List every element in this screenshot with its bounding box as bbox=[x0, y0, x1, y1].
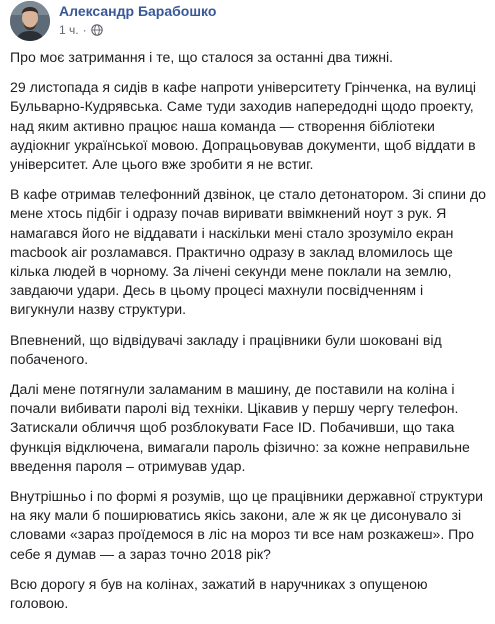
post-paragraph: В кафе отримав телефонний дзвінок, це стало детонатором. Зі спини до мене хтось підбіг і одразу почав виривати ввімкнений ноут з рук. Я намагався його не віддавати і наскільки мені стало зрозуміло екран macbook air розламався. Практично одразу в заклад вломилось ще кілька людей в чорному. За лічені секунди мене поклали на землю, завдаючи удари. Десь в цьому процесі махнули посвідченням і вигукнули назву структури. bbox=[10, 186, 487, 318]
author-name-link[interactable]: Александр Барабошко bbox=[59, 3, 217, 19]
post-paragraph: Внутрішньо і по формі я розумів, що це працівники державної структури на яку мали б поширюватись якісь закони, але ж як це дисонувало зі словами «зараз проїдемося в ліс на мороз ти все нам розкажеш». Про себе я думав — а зараз точно 2018 рік? bbox=[10, 488, 484, 562]
post-header bbox=[10, 0, 216, 44]
post-text bbox=[10, 48, 490, 624]
post-paragraph: Далі мене потягнули заламаним в машину, де поставили на коліна і почали вибивати паролі від техніки. Цікавив у першу чергу телефон. Затискали обличчя щоб розблокувати Face ID. Побачивши, що така функція відключена, вимагали пароль фізично: за кожне неправильне введення пароля – отримував удар. bbox=[10, 381, 470, 474]
post-paragraph: 29 листопада я сидів в кафе напроти університету Грінченка, на вулиці Бульварно-Кудрявська. Саме туди заходив напередодні щодо проекту, над яким активно працює наша команда — створення бібліотеки аудіокниг української мовою. Допрацьовував документи, щоб віддати в університет. Але цього вже зробити я не встиг. bbox=[10, 79, 477, 173]
post-timestamp[interactable]: 1 ч. bbox=[59, 23, 79, 37]
meta-separator: · bbox=[82, 23, 87, 37]
author-avatar[interactable] bbox=[10, 1, 50, 41]
post-paragraph: Про моє затримання і те, що сталося за останні два тижні. bbox=[10, 49, 394, 65]
avatar-photo bbox=[10, 1, 50, 41]
post-meta bbox=[59, 22, 216, 38]
header-meta bbox=[59, 0, 216, 38]
post-paragraph: Всю дорогу я був на колінах, зажатий в наручниках з опущеною головою. bbox=[10, 575, 428, 612]
globe-icon[interactable] bbox=[91, 24, 103, 36]
post-paragraph: Впевнений, що відвідувачі закладу і працівники були шоковані від побаченого. bbox=[10, 331, 442, 367]
